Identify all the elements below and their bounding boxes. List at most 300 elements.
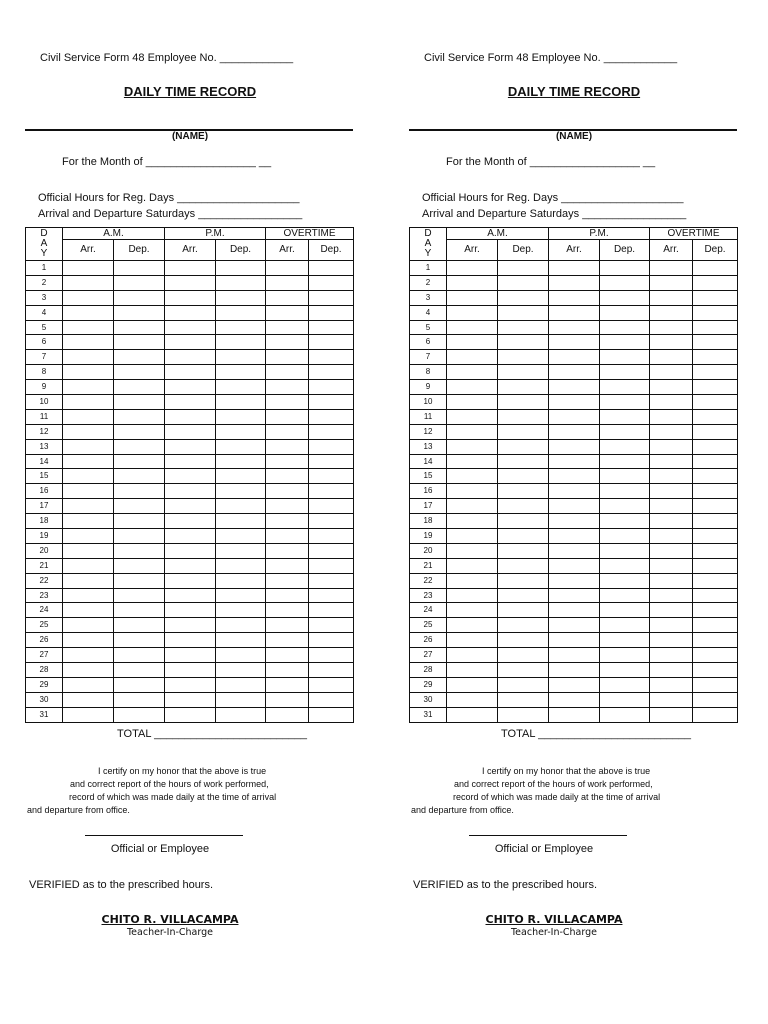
pm-departure-cell[interactable] (600, 261, 650, 276)
am-arrival-cell[interactable] (447, 588, 498, 603)
am-departure-cell[interactable] (114, 424, 165, 439)
am-departure-cell[interactable] (498, 618, 549, 633)
pm-departure-cell[interactable] (600, 633, 650, 648)
pm-arrival-cell[interactable] (549, 633, 600, 648)
pm-departure-cell[interactable] (216, 514, 266, 529)
pm-departure-cell[interactable] (600, 395, 650, 410)
overtime-departure-cell[interactable] (309, 618, 354, 633)
am-arrival-cell[interactable] (447, 692, 498, 707)
am-departure-cell[interactable] (498, 677, 549, 692)
pm-departure-cell[interactable] (600, 677, 650, 692)
am-departure-cell[interactable] (114, 275, 165, 290)
am-departure-cell[interactable] (114, 692, 165, 707)
am-departure-cell[interactable] (498, 529, 549, 544)
am-departure-cell[interactable] (498, 603, 549, 618)
am-arrival-cell[interactable] (447, 275, 498, 290)
overtime-departure-cell[interactable] (693, 692, 738, 707)
am-arrival-cell[interactable] (63, 677, 114, 692)
pm-departure-cell[interactable] (216, 380, 266, 395)
pm-arrival-cell[interactable] (165, 454, 216, 469)
overtime-arrival-cell[interactable] (650, 439, 693, 454)
am-arrival-cell[interactable] (63, 365, 114, 380)
pm-departure-cell[interactable] (216, 350, 266, 365)
overtime-arrival-cell[interactable] (266, 424, 309, 439)
pm-arrival-cell[interactable] (165, 618, 216, 633)
pm-departure-cell[interactable] (216, 320, 266, 335)
am-arrival-cell[interactable] (63, 618, 114, 633)
am-arrival-cell[interactable] (447, 603, 498, 618)
overtime-departure-cell[interactable] (309, 648, 354, 663)
am-arrival-cell[interactable] (447, 409, 498, 424)
pm-departure-cell[interactable] (216, 603, 266, 618)
overtime-departure-cell[interactable] (693, 677, 738, 692)
am-arrival-cell[interactable] (63, 409, 114, 424)
pm-departure-cell[interactable] (216, 424, 266, 439)
pm-arrival-cell[interactable] (549, 454, 600, 469)
pm-arrival-cell[interactable] (549, 261, 600, 276)
pm-departure-cell[interactable] (216, 543, 266, 558)
pm-arrival-cell[interactable] (549, 484, 600, 499)
pm-arrival-cell[interactable] (549, 365, 600, 380)
pm-arrival-cell[interactable] (549, 275, 600, 290)
am-arrival-cell[interactable] (447, 439, 498, 454)
am-departure-cell[interactable] (114, 350, 165, 365)
overtime-departure-cell[interactable] (309, 335, 354, 350)
am-departure-cell[interactable] (498, 499, 549, 514)
pm-arrival-cell[interactable] (549, 573, 600, 588)
overtime-departure-cell[interactable] (693, 409, 738, 424)
overtime-arrival-cell[interactable] (266, 275, 309, 290)
pm-departure-cell[interactable] (600, 543, 650, 558)
am-departure-cell[interactable] (114, 395, 165, 410)
overtime-arrival-cell[interactable] (650, 365, 693, 380)
am-arrival-cell[interactable] (447, 677, 498, 692)
am-arrival-cell[interactable] (63, 499, 114, 514)
pm-arrival-cell[interactable] (165, 275, 216, 290)
overtime-departure-cell[interactable] (693, 588, 738, 603)
pm-departure-cell[interactable] (600, 663, 650, 678)
pm-arrival-cell[interactable] (165, 633, 216, 648)
am-arrival-cell[interactable] (63, 543, 114, 558)
am-departure-cell[interactable] (498, 380, 549, 395)
overtime-arrival-cell[interactable] (650, 305, 693, 320)
am-arrival-cell[interactable] (447, 454, 498, 469)
am-arrival-cell[interactable] (447, 395, 498, 410)
am-departure-cell[interactable] (498, 558, 549, 573)
overtime-arrival-cell[interactable] (650, 454, 693, 469)
overtime-arrival-cell[interactable] (266, 707, 309, 722)
overtime-arrival-cell[interactable] (266, 395, 309, 410)
overtime-departure-cell[interactable] (309, 305, 354, 320)
am-departure-cell[interactable] (498, 290, 549, 305)
overtime-arrival-cell[interactable] (650, 514, 693, 529)
pm-arrival-cell[interactable] (165, 692, 216, 707)
overtime-arrival-cell[interactable] (266, 663, 309, 678)
overtime-departure-cell[interactable] (693, 305, 738, 320)
pm-departure-cell[interactable] (216, 499, 266, 514)
am-arrival-cell[interactable] (63, 275, 114, 290)
am-departure-cell[interactable] (114, 603, 165, 618)
am-departure-cell[interactable] (498, 573, 549, 588)
am-arrival-cell[interactable] (447, 663, 498, 678)
am-arrival-cell[interactable] (63, 707, 114, 722)
pm-arrival-cell[interactable] (165, 424, 216, 439)
am-arrival-cell[interactable] (63, 305, 114, 320)
overtime-departure-cell[interactable] (309, 677, 354, 692)
pm-departure-cell[interactable] (600, 603, 650, 618)
pm-departure-cell[interactable] (600, 350, 650, 365)
overtime-departure-cell[interactable] (309, 365, 354, 380)
overtime-arrival-cell[interactable] (650, 261, 693, 276)
overtime-departure-cell[interactable] (309, 454, 354, 469)
pm-departure-cell[interactable] (216, 439, 266, 454)
overtime-arrival-cell[interactable] (650, 633, 693, 648)
overtime-arrival-cell[interactable] (650, 543, 693, 558)
am-arrival-cell[interactable] (63, 514, 114, 529)
pm-arrival-cell[interactable] (549, 469, 600, 484)
pm-departure-cell[interactable] (216, 484, 266, 499)
overtime-arrival-cell[interactable] (650, 484, 693, 499)
am-arrival-cell[interactable] (63, 558, 114, 573)
overtime-departure-cell[interactable] (309, 573, 354, 588)
overtime-departure-cell[interactable] (309, 469, 354, 484)
am-arrival-cell[interactable] (447, 365, 498, 380)
pm-departure-cell[interactable] (600, 648, 650, 663)
am-arrival-cell[interactable] (447, 558, 498, 573)
pm-departure-cell[interactable] (216, 261, 266, 276)
am-arrival-cell[interactable] (63, 290, 114, 305)
am-departure-cell[interactable] (114, 707, 165, 722)
overtime-departure-cell[interactable] (693, 543, 738, 558)
pm-arrival-cell[interactable] (165, 350, 216, 365)
overtime-departure-cell[interactable] (309, 529, 354, 544)
overtime-departure-cell[interactable] (693, 454, 738, 469)
am-departure-cell[interactable] (114, 484, 165, 499)
am-arrival-cell[interactable] (63, 395, 114, 410)
overtime-arrival-cell[interactable] (650, 648, 693, 663)
pm-arrival-cell[interactable] (549, 529, 600, 544)
am-departure-cell[interactable] (114, 514, 165, 529)
overtime-arrival-cell[interactable] (266, 603, 309, 618)
overtime-arrival-cell[interactable] (650, 529, 693, 544)
overtime-arrival-cell[interactable] (266, 514, 309, 529)
am-departure-cell[interactable] (114, 499, 165, 514)
pm-departure-cell[interactable] (216, 558, 266, 573)
am-arrival-cell[interactable] (447, 648, 498, 663)
overtime-departure-cell[interactable] (693, 529, 738, 544)
pm-departure-cell[interactable] (216, 335, 266, 350)
overtime-departure-cell[interactable] (309, 558, 354, 573)
overtime-departure-cell[interactable] (309, 692, 354, 707)
am-departure-cell[interactable] (498, 454, 549, 469)
overtime-departure-cell[interactable] (309, 350, 354, 365)
am-departure-cell[interactable] (498, 648, 549, 663)
pm-departure-cell[interactable] (216, 692, 266, 707)
overtime-arrival-cell[interactable] (266, 484, 309, 499)
am-departure-cell[interactable] (114, 648, 165, 663)
am-arrival-cell[interactable] (63, 320, 114, 335)
overtime-arrival-cell[interactable] (650, 558, 693, 573)
overtime-departure-cell[interactable] (693, 290, 738, 305)
pm-departure-cell[interactable] (216, 588, 266, 603)
overtime-arrival-cell[interactable] (266, 469, 309, 484)
pm-arrival-cell[interactable] (549, 424, 600, 439)
overtime-arrival-cell[interactable] (266, 648, 309, 663)
pm-arrival-cell[interactable] (165, 573, 216, 588)
am-departure-cell[interactable] (114, 558, 165, 573)
overtime-arrival-cell[interactable] (650, 350, 693, 365)
pm-arrival-cell[interactable] (165, 365, 216, 380)
pm-arrival-cell[interactable] (165, 290, 216, 305)
pm-arrival-cell[interactable] (165, 320, 216, 335)
am-departure-cell[interactable] (114, 588, 165, 603)
am-arrival-cell[interactable] (447, 350, 498, 365)
pm-arrival-cell[interactable] (549, 320, 600, 335)
overtime-arrival-cell[interactable] (266, 350, 309, 365)
pm-departure-cell[interactable] (600, 618, 650, 633)
overtime-arrival-cell[interactable] (650, 275, 693, 290)
pm-departure-cell[interactable] (216, 409, 266, 424)
am-arrival-cell[interactable] (63, 692, 114, 707)
overtime-departure-cell[interactable] (693, 484, 738, 499)
pm-arrival-cell[interactable] (165, 335, 216, 350)
overtime-departure-cell[interactable] (309, 514, 354, 529)
pm-departure-cell[interactable] (600, 409, 650, 424)
am-departure-cell[interactable] (498, 633, 549, 648)
overtime-arrival-cell[interactable] (650, 663, 693, 678)
overtime-arrival-cell[interactable] (650, 677, 693, 692)
am-departure-cell[interactable] (114, 320, 165, 335)
overtime-arrival-cell[interactable] (650, 424, 693, 439)
overtime-departure-cell[interactable] (309, 543, 354, 558)
am-departure-cell[interactable] (498, 395, 549, 410)
pm-departure-cell[interactable] (600, 305, 650, 320)
overtime-arrival-cell[interactable] (650, 409, 693, 424)
overtime-departure-cell[interactable] (693, 618, 738, 633)
pm-departure-cell[interactable] (600, 439, 650, 454)
am-arrival-cell[interactable] (63, 424, 114, 439)
overtime-arrival-cell[interactable] (266, 543, 309, 558)
am-arrival-cell[interactable] (447, 380, 498, 395)
overtime-departure-cell[interactable] (309, 439, 354, 454)
pm-arrival-cell[interactable] (165, 261, 216, 276)
am-departure-cell[interactable] (114, 261, 165, 276)
overtime-departure-cell[interactable] (309, 290, 354, 305)
am-arrival-cell[interactable] (63, 529, 114, 544)
am-arrival-cell[interactable] (447, 529, 498, 544)
am-departure-cell[interactable] (114, 529, 165, 544)
am-departure-cell[interactable] (498, 275, 549, 290)
pm-departure-cell[interactable] (600, 558, 650, 573)
overtime-arrival-cell[interactable] (266, 677, 309, 692)
overtime-arrival-cell[interactable] (650, 692, 693, 707)
pm-arrival-cell[interactable] (165, 663, 216, 678)
overtime-arrival-cell[interactable] (266, 558, 309, 573)
overtime-departure-cell[interactable] (309, 663, 354, 678)
am-departure-cell[interactable] (498, 543, 549, 558)
pm-arrival-cell[interactable] (549, 305, 600, 320)
am-arrival-cell[interactable] (447, 305, 498, 320)
overtime-departure-cell[interactable] (693, 469, 738, 484)
pm-arrival-cell[interactable] (549, 618, 600, 633)
pm-arrival-cell[interactable] (549, 707, 600, 722)
pm-departure-cell[interactable] (600, 484, 650, 499)
am-departure-cell[interactable] (114, 454, 165, 469)
am-arrival-cell[interactable] (447, 573, 498, 588)
pm-departure-cell[interactable] (216, 707, 266, 722)
overtime-departure-cell[interactable] (309, 603, 354, 618)
pm-departure-cell[interactable] (216, 275, 266, 290)
overtime-departure-cell[interactable] (693, 395, 738, 410)
pm-arrival-cell[interactable] (549, 395, 600, 410)
overtime-arrival-cell[interactable] (266, 588, 309, 603)
overtime-arrival-cell[interactable] (650, 603, 693, 618)
pm-departure-cell[interactable] (600, 454, 650, 469)
overtime-arrival-cell[interactable] (650, 290, 693, 305)
pm-arrival-cell[interactable] (549, 677, 600, 692)
overtime-departure-cell[interactable] (693, 663, 738, 678)
am-arrival-cell[interactable] (447, 499, 498, 514)
pm-departure-cell[interactable] (216, 305, 266, 320)
pm-departure-cell[interactable] (600, 275, 650, 290)
overtime-arrival-cell[interactable] (266, 365, 309, 380)
pm-arrival-cell[interactable] (549, 380, 600, 395)
overtime-departure-cell[interactable] (309, 588, 354, 603)
pm-arrival-cell[interactable] (549, 439, 600, 454)
am-arrival-cell[interactable] (447, 261, 498, 276)
pm-departure-cell[interactable] (600, 469, 650, 484)
overtime-arrival-cell[interactable] (266, 529, 309, 544)
overtime-departure-cell[interactable] (693, 350, 738, 365)
am-departure-cell[interactable] (498, 335, 549, 350)
overtime-departure-cell[interactable] (693, 335, 738, 350)
pm-arrival-cell[interactable] (549, 499, 600, 514)
pm-arrival-cell[interactable] (549, 409, 600, 424)
pm-departure-cell[interactable] (600, 424, 650, 439)
overtime-departure-cell[interactable] (693, 424, 738, 439)
overtime-departure-cell[interactable] (309, 261, 354, 276)
am-departure-cell[interactable] (114, 677, 165, 692)
pm-departure-cell[interactable] (600, 320, 650, 335)
pm-arrival-cell[interactable] (165, 409, 216, 424)
am-arrival-cell[interactable] (63, 633, 114, 648)
am-arrival-cell[interactable] (447, 618, 498, 633)
pm-departure-cell[interactable] (600, 588, 650, 603)
overtime-arrival-cell[interactable] (266, 380, 309, 395)
overtime-departure-cell[interactable] (309, 707, 354, 722)
overtime-arrival-cell[interactable] (266, 454, 309, 469)
pm-arrival-cell[interactable] (165, 380, 216, 395)
overtime-arrival-cell[interactable] (266, 290, 309, 305)
pm-departure-cell[interactable] (216, 663, 266, 678)
am-arrival-cell[interactable] (63, 484, 114, 499)
am-arrival-cell[interactable] (63, 261, 114, 276)
am-arrival-cell[interactable] (63, 648, 114, 663)
pm-arrival-cell[interactable] (165, 677, 216, 692)
am-departure-cell[interactable] (498, 320, 549, 335)
overtime-departure-cell[interactable] (309, 424, 354, 439)
overtime-departure-cell[interactable] (309, 633, 354, 648)
am-departure-cell[interactable] (498, 692, 549, 707)
pm-departure-cell[interactable] (216, 633, 266, 648)
overtime-departure-cell[interactable] (693, 514, 738, 529)
overtime-departure-cell[interactable] (693, 633, 738, 648)
overtime-departure-cell[interactable] (693, 499, 738, 514)
overtime-departure-cell[interactable] (309, 409, 354, 424)
overtime-arrival-cell[interactable] (266, 692, 309, 707)
pm-arrival-cell[interactable] (549, 543, 600, 558)
am-departure-cell[interactable] (498, 409, 549, 424)
overtime-arrival-cell[interactable] (650, 573, 693, 588)
am-departure-cell[interactable] (114, 633, 165, 648)
pm-arrival-cell[interactable] (165, 543, 216, 558)
am-departure-cell[interactable] (114, 439, 165, 454)
pm-departure-cell[interactable] (216, 395, 266, 410)
pm-arrival-cell[interactable] (549, 663, 600, 678)
pm-departure-cell[interactable] (600, 290, 650, 305)
overtime-departure-cell[interactable] (693, 558, 738, 573)
overtime-departure-cell[interactable] (693, 573, 738, 588)
overtime-arrival-cell[interactable] (266, 335, 309, 350)
am-arrival-cell[interactable] (447, 424, 498, 439)
overtime-arrival-cell[interactable] (266, 409, 309, 424)
overtime-arrival-cell[interactable] (266, 261, 309, 276)
pm-departure-cell[interactable] (216, 677, 266, 692)
am-departure-cell[interactable] (498, 305, 549, 320)
am-arrival-cell[interactable] (447, 484, 498, 499)
am-departure-cell[interactable] (114, 365, 165, 380)
overtime-arrival-cell[interactable] (650, 499, 693, 514)
pm-arrival-cell[interactable] (165, 484, 216, 499)
overtime-arrival-cell[interactable] (650, 618, 693, 633)
pm-departure-cell[interactable] (216, 618, 266, 633)
pm-departure-cell[interactable] (216, 365, 266, 380)
pm-arrival-cell[interactable] (165, 603, 216, 618)
pm-arrival-cell[interactable] (549, 692, 600, 707)
am-departure-cell[interactable] (114, 469, 165, 484)
overtime-arrival-cell[interactable] (650, 320, 693, 335)
am-arrival-cell[interactable] (63, 588, 114, 603)
overtime-departure-cell[interactable] (693, 648, 738, 663)
am-departure-cell[interactable] (114, 618, 165, 633)
am-departure-cell[interactable] (498, 424, 549, 439)
overtime-departure-cell[interactable] (693, 439, 738, 454)
overtime-departure-cell[interactable] (693, 380, 738, 395)
am-arrival-cell[interactable] (447, 335, 498, 350)
pm-arrival-cell[interactable] (549, 290, 600, 305)
overtime-departure-cell[interactable] (693, 320, 738, 335)
am-arrival-cell[interactable] (63, 469, 114, 484)
overtime-arrival-cell[interactable] (650, 588, 693, 603)
pm-departure-cell[interactable] (600, 514, 650, 529)
pm-arrival-cell[interactable] (165, 439, 216, 454)
overtime-departure-cell[interactable] (693, 261, 738, 276)
pm-arrival-cell[interactable] (165, 707, 216, 722)
am-departure-cell[interactable] (498, 350, 549, 365)
pm-arrival-cell[interactable] (165, 529, 216, 544)
pm-departure-cell[interactable] (216, 648, 266, 663)
am-arrival-cell[interactable] (63, 350, 114, 365)
am-departure-cell[interactable] (114, 380, 165, 395)
overtime-arrival-cell[interactable] (266, 305, 309, 320)
overtime-arrival-cell[interactable] (650, 469, 693, 484)
overtime-departure-cell[interactable] (693, 707, 738, 722)
am-arrival-cell[interactable] (63, 454, 114, 469)
pm-arrival-cell[interactable] (165, 499, 216, 514)
overtime-departure-cell[interactable] (693, 365, 738, 380)
pm-arrival-cell[interactable] (549, 335, 600, 350)
pm-departure-cell[interactable] (600, 529, 650, 544)
